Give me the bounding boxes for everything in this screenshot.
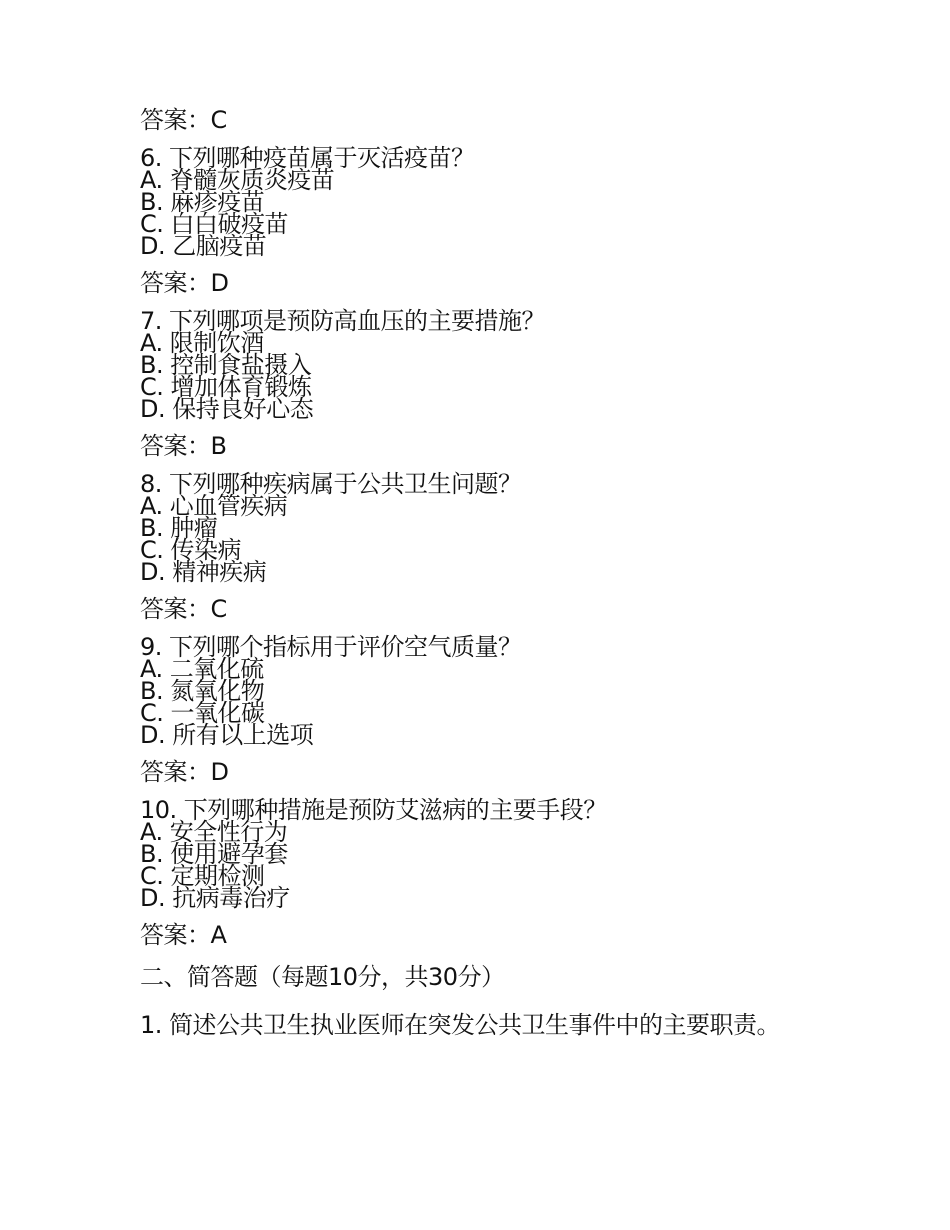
document-page — [140, 100, 800, 1037]
option-a: A. 限制饮酒 — [140, 329, 264, 357]
question-text: 9. 下列哪个指标用于评价空气质量？ — [140, 633, 522, 661]
option-d: D. 乙脑疫苗 — [140, 232, 267, 260]
option-b: B. 肿瘤 — [140, 514, 218, 542]
question-block — [140, 796, 800, 912]
question-text: 6. 下列哪种疫苗属于灭活疫苗？ — [140, 144, 475, 172]
question-text: 8. 下列哪种疾病属于公共卫生问题？ — [140, 470, 522, 498]
option-c: C. 一氧化碳 — [140, 699, 265, 727]
question-block — [140, 144, 800, 260]
option-b: B. 控制食盐摄入 — [140, 351, 312, 379]
option-a: A. 安全性行为 — [140, 818, 288, 846]
short-answer-question: 1. 简述公共卫生执业医师在突发公共卫生事件中的主要职责。 — [140, 1011, 781, 1039]
section-heading: 二、简答题（每题10分，共30分） — [140, 963, 505, 991]
question-block — [140, 307, 800, 423]
option-d: D. 保持良好心态 — [140, 395, 314, 423]
question-text: 7. 下列哪项是预防高血压的主要措施？ — [140, 307, 546, 335]
answer-line: 答案：D — [140, 758, 229, 786]
option-c: C. 定期检测 — [140, 862, 265, 890]
question-block — [140, 633, 800, 749]
answer-line: 答案：D — [140, 269, 229, 297]
option-c: C. 传染病 — [140, 536, 242, 564]
option-a: A. 心血管疾病 — [140, 492, 288, 520]
option-b: B. 氮氧化物 — [140, 677, 265, 705]
answer-line: 答案：C — [140, 106, 227, 134]
option-a: A. 二氧化硫 — [140, 655, 264, 683]
answer-line: 答案：C — [140, 595, 227, 623]
option-a: A. 脊髓灰质炎疫苗 — [140, 166, 335, 194]
answer-line: 答案：A — [140, 921, 227, 949]
question-block — [140, 470, 800, 586]
answer-line: 答案：B — [140, 432, 227, 460]
option-d: D. 精神疾病 — [140, 558, 267, 586]
option-d: D. 抗病毒治疗 — [140, 884, 290, 912]
option-d: D. 所有以上选项 — [140, 721, 314, 749]
option-b: B. 麻疹疫苗 — [140, 188, 265, 216]
option-b: B. 使用避孕套 — [140, 840, 288, 868]
option-c: C. 增加体育锻炼 — [140, 373, 312, 401]
option-c: C. 白白破疫苗 — [140, 210, 289, 238]
question-text: 10. 下列哪种措施是预防艾滋病的主要手段？ — [140, 796, 607, 824]
